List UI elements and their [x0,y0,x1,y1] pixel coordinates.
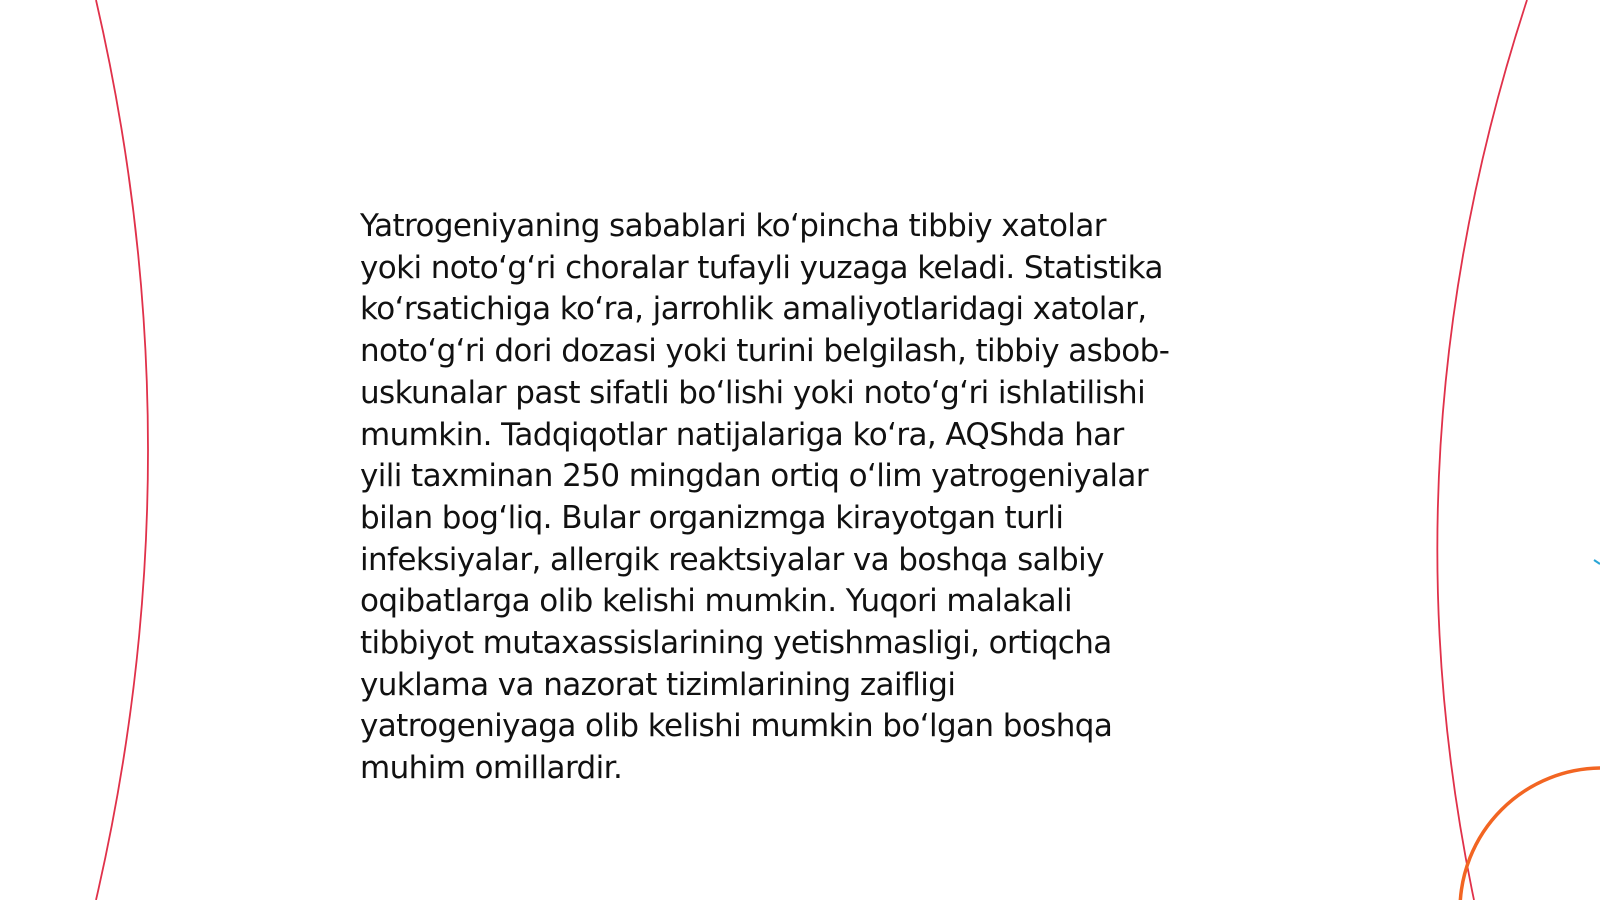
body-line: bilan bogʻliq. Bular organizmga kirayotgan turli [360,499,1064,536]
body-line: tibbiyot mutaxassislarining yetishmasligi, ortiqcha [360,625,1112,662]
right-arc-line [1437,0,1527,900]
left-arc-line [96,0,148,900]
body-line: notoʻgʻri dori dozasi yoki turini belgilash, tibbiy asbob- [360,333,1170,370]
body-line: yoki notoʻgʻri choralar tufayli yuzaga keladi. Statistika [360,249,1163,286]
body-line: mumkin. Tadqiqotlar natijalariga koʻra, AQShda har [360,416,1124,453]
body-line: uskunalar past sifatli boʻlishi yoki notoʻgʻri ishlatilishi [360,374,1146,411]
body-line: Yatrogeniyaning sabablari koʻpincha tibbiy xatolar [360,208,1106,244]
body-line: yatrogeniyaga olib kelishi mumkin boʻlgan boshqa [360,708,1113,745]
body-paragraph [360,206,1260,790]
corner-circle-outline [1460,768,1600,900]
small-accent-mark [1594,560,1600,564]
body-line: infeksiyalar, allergik reaktsiyalar va boshqa salbiy [360,541,1104,578]
body-line: yili taxminan 250 mingdan ortiq oʻlim yatrogeniyalar [360,458,1148,495]
body-line: oqibatlarga olib kelishi mumkin. Yuqori malakali [360,583,1073,620]
body-line: muhim omillardir. [360,750,623,787]
body-line: koʻrsatichiga koʻra, jarrohlik amaliyotlaridagi xatolar, [360,291,1147,328]
body-line: yuklama va nazorat tizimlarining zaifligi [360,666,956,703]
